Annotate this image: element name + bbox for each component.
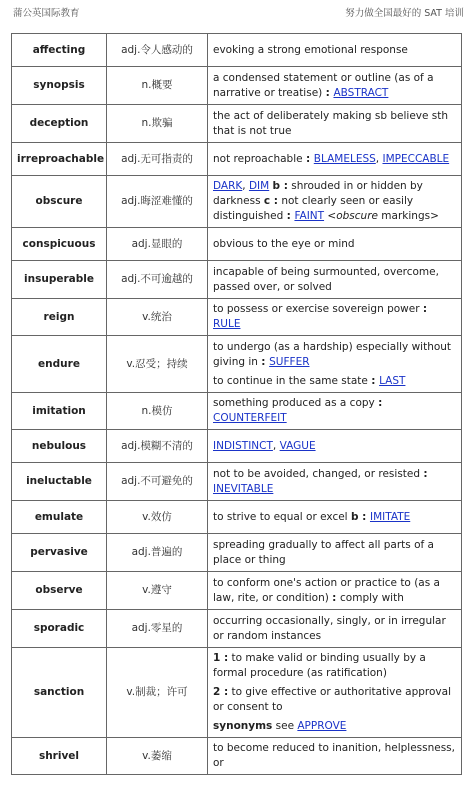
- table-row: [12, 738, 462, 775]
- definition-cell: [208, 261, 462, 299]
- definition-text: ,: [375, 152, 383, 165]
- definition-marker: b :: [272, 180, 288, 192]
- synonym-link[interactable]: VAGUE: [279, 439, 316, 452]
- definition-text: ,: [272, 439, 280, 452]
- word-cell: sanction: [12, 648, 107, 738]
- definition-text: shrouded in or hidden by darkness: [213, 180, 423, 207]
- definition-cell: [208, 393, 462, 430]
- definition-marker: :: [378, 397, 383, 409]
- word-cell: sporadic: [12, 610, 107, 648]
- definition-cell: [208, 143, 462, 176]
- table-row: [12, 299, 462, 336]
- table-row: [12, 430, 462, 463]
- definition-cell: [208, 572, 462, 610]
- synonym-link[interactable]: INEVITABLE: [213, 482, 274, 495]
- synonym-link[interactable]: SUFFER: [269, 355, 310, 368]
- definition-marker: :: [422, 303, 428, 315]
- definition-marker: 2 :: [213, 686, 229, 698]
- synonym-link[interactable]: APPROVE: [297, 720, 347, 732]
- line-break: [213, 715, 456, 719]
- definition-text: to give effective or authoritative approval or consent to: [213, 686, 451, 713]
- synonym-link[interactable]: INDISTINCT: [213, 439, 273, 452]
- table-row: [12, 648, 462, 738]
- definition-text: not clearly seen or easily distinguished: [213, 195, 414, 222]
- definition-marker: :: [371, 374, 380, 387]
- part-of-speech-cell: v.萎缩: [107, 738, 208, 775]
- definition-cell: [208, 34, 462, 67]
- part-of-speech-cell: n.模仿: [107, 393, 208, 430]
- synonym-link[interactable]: DARK: [213, 180, 243, 192]
- vocabulary-table: [11, 33, 462, 775]
- definition-text: to make valid or binding usually by a formal procedure (as ratification): [213, 652, 426, 679]
- definition-text: to continue in the same state: [213, 374, 372, 387]
- synonym-link[interactable]: IMITATE: [369, 510, 411, 523]
- definition-marker: 1 :: [213, 652, 229, 664]
- definition-cell: [208, 105, 462, 143]
- table-row: [12, 34, 462, 67]
- part-of-speech-cell: v.制裁；许可: [107, 648, 208, 738]
- definition-cell: [208, 67, 462, 105]
- synonym-link[interactable]: DIM: [248, 180, 270, 192]
- definition-cell: [208, 610, 462, 648]
- definition-cell: [208, 463, 462, 501]
- part-of-speech-cell: v.遵守: [107, 572, 208, 610]
- synonym-link[interactable]: FAINT: [294, 210, 325, 222]
- part-of-speech-cell: adj.显眼的: [107, 228, 208, 261]
- definition-marker: :: [325, 86, 334, 99]
- word-cell: pervasive: [12, 534, 107, 572]
- word-cell: emulate: [12, 501, 107, 534]
- table-row: [12, 463, 462, 501]
- definition-example: obscure: [336, 210, 378, 222]
- part-of-speech-cell: v.忍受；持续: [107, 336, 208, 393]
- part-of-speech-cell: n.欺骗: [107, 105, 208, 143]
- part-of-speech-cell: adj.不可逾越的: [107, 261, 208, 299]
- part-of-speech-cell: adj.令人感动的: [107, 34, 208, 67]
- word-cell: irreproachable: [12, 143, 107, 176]
- synonym-link[interactable]: BLAMELESS: [313, 152, 376, 165]
- definition-marker: :: [332, 591, 341, 604]
- definition-cell: [208, 534, 462, 572]
- table-row: [12, 228, 462, 261]
- word-cell: shrivel: [12, 738, 107, 775]
- definition-cell: [208, 299, 462, 336]
- table-row: [12, 143, 462, 176]
- word-cell: affecting: [12, 34, 107, 67]
- definition-marker: synonyms: [213, 720, 273, 732]
- definition-marker: :: [305, 152, 314, 165]
- table-row: [12, 261, 462, 299]
- part-of-speech-cell: v.统治: [107, 299, 208, 336]
- word-cell: imitation: [12, 393, 107, 430]
- definition-text: something produced as a copy: [213, 397, 379, 409]
- part-of-speech-cell: v.效仿: [107, 501, 208, 534]
- part-of-speech-cell: adj.模糊不清的: [107, 430, 208, 463]
- header-right-text: 努力做全国最好的 SAT 培训: [345, 8, 464, 19]
- definition-text: to possess or exercise sovereign power: [213, 303, 423, 315]
- table-row: [12, 572, 462, 610]
- definition-text: markings>: [377, 210, 439, 222]
- page-header: [0, 0, 474, 22]
- part-of-speech-cell: adj.晦涩难懂的: [107, 176, 208, 228]
- definition-cell: [208, 648, 462, 738]
- definition-text: not to be avoided, changed, or resisted: [213, 467, 424, 480]
- table-row: [12, 534, 462, 572]
- definition-cell: [208, 501, 462, 534]
- table-row: [12, 67, 462, 105]
- synonym-link[interactable]: IMPECCABLE: [382, 152, 450, 165]
- definition-cell: [208, 336, 462, 393]
- definition-text: occurring occasionally, singly, or in irregular or random instances: [213, 614, 446, 642]
- definition-cell: [208, 176, 462, 228]
- table-row: [12, 610, 462, 648]
- part-of-speech-cell: adj.零星的: [107, 610, 208, 648]
- definition-text: obvious to the eye or mind: [213, 237, 355, 250]
- definition-text: a condensed statement or outline (as of a narrative or treatise): [213, 71, 434, 99]
- part-of-speech-cell: adj.无可指责的: [107, 143, 208, 176]
- definition-text: to strive to equal or excel: [213, 510, 351, 523]
- definition-text: spreading gradually to affect all parts of a place or thing: [213, 538, 434, 566]
- part-of-speech-cell: adj.普遍的: [107, 534, 208, 572]
- definition-marker: b :: [350, 510, 370, 523]
- header-left-text: 蒲公英国际教育: [13, 8, 80, 19]
- definition-marker: c :: [263, 195, 278, 207]
- synonym-link[interactable]: COUNTERFEIT: [213, 412, 287, 424]
- word-cell: endure: [12, 336, 107, 393]
- line-break: [213, 681, 456, 685]
- definition-marker: :: [423, 467, 428, 480]
- line-break: [213, 370, 456, 374]
- definition-text: incapable of being surmounted, overcome, passed over, or solved: [213, 265, 439, 293]
- definition-text: see: [272, 720, 298, 732]
- part-of-speech-cell: adj.不可避免的: [107, 463, 208, 501]
- word-cell: ineluctable: [12, 463, 107, 501]
- word-cell: nebulous: [12, 430, 107, 463]
- word-cell: reign: [12, 299, 107, 336]
- synonym-link[interactable]: RULE: [213, 318, 241, 330]
- table-row: [12, 105, 462, 143]
- synonym-link[interactable]: LAST: [379, 374, 406, 387]
- definition-text: to undergo (as a hardship) especially without giving in: [213, 340, 452, 368]
- definition-marker: :: [286, 210, 295, 222]
- definition-cell: [208, 228, 462, 261]
- definition-text: comply with: [340, 591, 404, 604]
- word-cell: conspicuous: [12, 228, 107, 261]
- definition-cell: [208, 430, 462, 463]
- definition-cell: [208, 738, 462, 775]
- part-of-speech-cell: n.概要: [107, 67, 208, 105]
- definition-text: evoking a strong emotional response: [213, 43, 408, 56]
- table-row: [12, 336, 462, 393]
- vocabulary-table-body: [12, 34, 462, 775]
- table-row: [12, 176, 462, 228]
- definition-text: to become reduced to inanition, helplessness, or: [213, 742, 455, 769]
- table-row: [12, 501, 462, 534]
- word-cell: synopsis: [12, 67, 107, 105]
- word-cell: deception: [12, 105, 107, 143]
- definition-text: to conform one's action or practice to (as a law, rite, or condition): [213, 576, 440, 604]
- definition-text: the act of deliberately making sb believe sth that is not true: [213, 109, 449, 137]
- word-cell: insuperable: [12, 261, 107, 299]
- table-row: [12, 393, 462, 430]
- definition-marker: :: [261, 355, 270, 368]
- definition-text: not reproachable: [213, 152, 306, 165]
- word-cell: obscure: [12, 176, 107, 228]
- definition-text: <: [324, 210, 337, 222]
- definition-text: ,: [242, 180, 249, 192]
- synonym-link[interactable]: ABSTRACT: [333, 86, 389, 99]
- word-cell: observe: [12, 572, 107, 610]
